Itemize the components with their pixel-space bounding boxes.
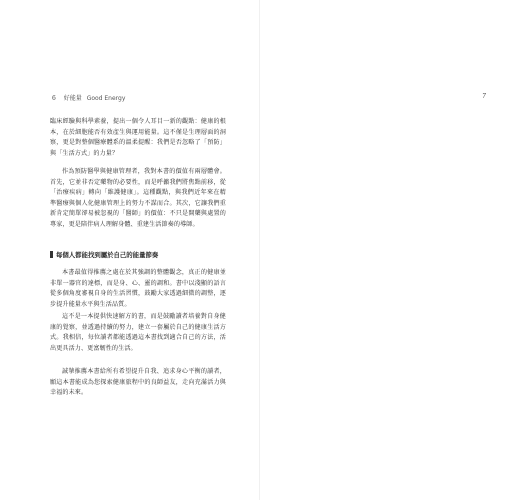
section-subheading [50, 250, 158, 259]
left-paragraph: 臨床經驗與科學素養，提出一個令人耳目一新的觀點：健康的根本，在於細胞能否有效產生與運用能量。這不僅是生理層面的洞察，更是對整個醫療體系的溫柔提醒：我們是否忽略了「預防」與「生活方式」的力量？ [50, 118, 226, 157]
book-title-english: Good Energy [86, 95, 126, 102]
left-paragraph: 誠摯推薦本書給所有希望提升自我、追求身心平衡的讀者，願這本書能成為您探索健康旅程中的良師益友，走向充滿活力與幸福的未來。 [50, 368, 226, 397]
left-page-number: 6 [52, 95, 56, 102]
left-paragraph: 這不是一本提供快速解方的書，而是鼓勵讀者培養對自身健康的覺察，並透過持續的努力，建立一套屬於自己的健康生活方式。我相信，每位讀者都能透過這本書找到適合自己的方法，活出更具活力、更富韌性的生活。 [50, 313, 226, 352]
right-page-number: 7 [482, 93, 486, 100]
book-title: 好能量 [63, 95, 82, 102]
left-paragraph: 作為預防醫學與健康管理者，我對本書的價值有兩層體會。首先，它並非否定藥物的必要性，而是呼籲我們將焦點前移，從「治療疾病」轉向「維護健康」。這種觀點，與我們近年來在精準醫療與個人化健康管理上的努力不謀而合。其次，它讓我們重新肯定簡單卻易被忽視的「醫師」的價值：不只是開藥與處置的專家，更是陪伴病人理解身體、重建生活節奏的導師。 [50, 168, 226, 228]
subheading-text: 每個人都能找到屬於自己的能量節奏 [56, 251, 159, 259]
right-page [260, 0, 520, 500]
left-running-header [52, 93, 125, 102]
subheading-marker [50, 251, 53, 258]
left-paragraph: 本書最值得推薦之處在於其強調的整體觀念，真正的健康並非單一器官的達標，而是身、心、靈的調和。書中以淺顯的語言從多個角度審視自身的生活習慣，鼓勵大家透過細微的調整，逐步提升能量水平與生活品質。 [50, 269, 226, 308]
